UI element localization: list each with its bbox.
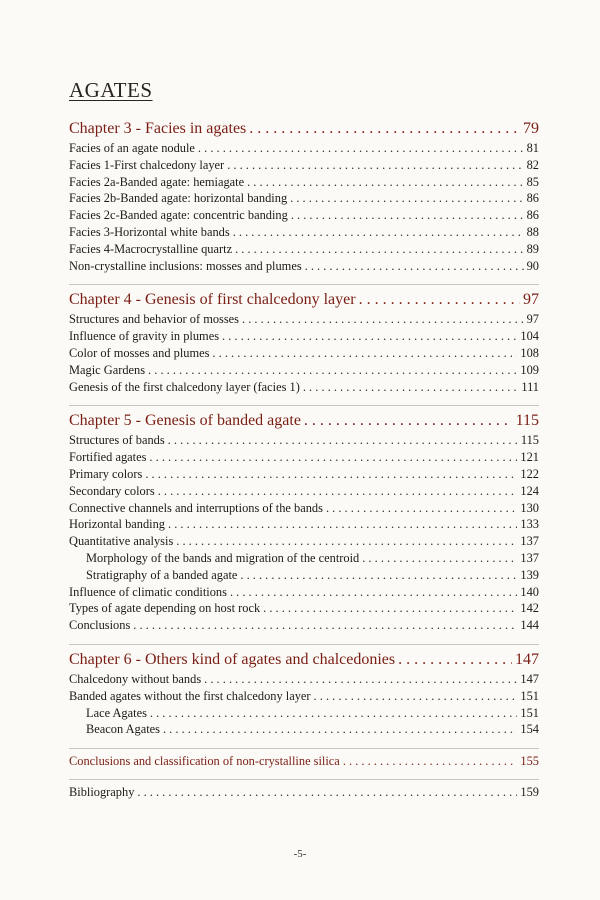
page-ref: 108 — [520, 345, 539, 360]
page-ref: 130 — [520, 500, 539, 515]
toc-entry — [69, 224, 539, 241]
toc-subentry — [69, 721, 539, 738]
dot-leader — [168, 516, 517, 533]
entry-label: Influence of gravity in plumes — [69, 329, 220, 344]
page-ref: 151 — [520, 705, 539, 720]
section-gap — [69, 395, 539, 405]
dot-leader — [242, 311, 524, 328]
page-ref: 115 — [515, 412, 539, 430]
section-gap — [69, 770, 539, 779]
entry-label: Facies 2a-Banded agate: hemiagate — [69, 174, 245, 189]
dot-leader — [303, 379, 518, 396]
page-ref: 81 — [526, 141, 539, 155]
page-ref: 115 — [520, 433, 539, 448]
page-number: -5- — [293, 848, 307, 860]
entry-label: Conclusions — [69, 618, 131, 633]
chapter-heading — [69, 289, 539, 311]
toc-entry — [69, 533, 539, 550]
toc-subentry — [69, 705, 539, 722]
toc-entry — [69, 449, 539, 466]
page-ref: 88 — [526, 224, 539, 239]
toc-entry — [69, 432, 539, 449]
entry-label: Chapter 6 - Others kind of agates and chalcedonies — [69, 650, 396, 668]
toc-entry — [69, 500, 539, 517]
dot-leader — [314, 688, 518, 705]
dot-leader — [398, 649, 512, 671]
toc-entry — [69, 157, 539, 174]
page-ref: 79 — [523, 120, 539, 137]
dot-leader — [149, 449, 517, 466]
entry-label: Facies 2c-Banded agate: concentric banding — [69, 208, 288, 223]
entry-label: Influence of climatic conditions — [69, 584, 227, 599]
page-ref: 133 — [520, 517, 539, 532]
entry-label: Fortified agates — [69, 450, 147, 465]
page-ref: 147 — [515, 650, 539, 668]
page-ref: 139 — [520, 567, 539, 582]
toc-entry — [69, 190, 539, 207]
entry-label: Secondary colors — [69, 483, 155, 498]
page-ref: 111 — [521, 379, 539, 394]
entry-label: Facies 4-Macrocrystalline quartz — [69, 241, 233, 256]
entry-label: Color of mosses and plumes — [69, 345, 210, 360]
dot-leader — [176, 533, 517, 550]
entry-label: Facies 3-Horizontal white bands — [69, 224, 230, 239]
section-divider — [69, 779, 539, 780]
entry-label: Primary colors — [69, 466, 143, 481]
toc-entry — [69, 671, 539, 688]
dot-leader — [291, 207, 524, 224]
dot-leader — [290, 190, 523, 207]
dot-leader — [233, 224, 524, 241]
section-gap — [69, 738, 539, 748]
page-ref: 122 — [520, 466, 539, 481]
entry-label: Chapter 5 - Genesis of banded agate — [69, 412, 301, 430]
page-ref: 159 — [520, 784, 539, 799]
entry-label: Non-crystalline inclusions: mosses and plumes — [69, 258, 302, 273]
page-ref: 86 — [526, 191, 539, 206]
dot-leader — [150, 705, 518, 722]
dot-leader — [263, 600, 517, 617]
page-title: AGATES — [69, 78, 153, 102]
toc-entry — [69, 258, 539, 275]
toc-entry — [69, 140, 539, 157]
entry-label: Beacon Agates — [86, 722, 160, 737]
page-ref: 82 — [526, 157, 539, 172]
dot-leader — [240, 567, 517, 584]
section-divider — [69, 748, 539, 749]
dot-leader — [163, 721, 517, 738]
dot-leader — [222, 328, 517, 345]
page-ref: 155 — [520, 754, 539, 769]
page-ref: 142 — [520, 601, 539, 616]
toc-subentry — [69, 567, 539, 584]
entry-label: Morphology of the bands and migration of the centroid — [86, 550, 360, 565]
page-ref: 89 — [526, 241, 539, 256]
toc-entry — [69, 379, 539, 396]
section-gap — [69, 274, 539, 284]
page-ref: 140 — [520, 584, 539, 599]
section-gap — [69, 634, 539, 644]
chapter-heading — [69, 118, 539, 140]
entry-label: Lace Agates — [86, 705, 147, 720]
page-ref: 147 — [520, 671, 539, 686]
toc-entry — [69, 688, 539, 705]
table-of-contents — [69, 118, 539, 801]
toc-entry — [69, 617, 539, 634]
dot-leader — [133, 617, 517, 634]
dot-leader — [305, 258, 524, 275]
toc-entry — [69, 328, 539, 345]
page-ref: 124 — [520, 483, 539, 498]
page-ref: 121 — [520, 450, 539, 465]
section-divider — [69, 644, 539, 645]
conclusions-entry — [69, 753, 539, 770]
toc-entry — [69, 466, 539, 483]
toc-entry — [69, 345, 539, 362]
entry-label: Bibliography — [69, 784, 135, 799]
dot-leader — [230, 584, 517, 601]
entry-label: Magic Gardens — [69, 362, 146, 377]
toc-entry — [69, 311, 539, 328]
dot-leader — [148, 362, 517, 379]
entry-label: Connective channels and interruptions of the bands — [69, 500, 323, 515]
entry-label: Conclusions and classification of non-crystalline silica — [69, 754, 340, 769]
entry-label: Chapter 3 - Facies in agates — [69, 120, 247, 137]
page-ref: 144 — [520, 618, 539, 633]
dot-leader — [168, 432, 518, 449]
entry-label: Chalcedony without bands — [69, 671, 202, 686]
dot-leader — [249, 118, 520, 140]
toc-subentry — [69, 550, 539, 567]
toc-entry — [69, 362, 539, 379]
entry-label: Genesis of the first chalcedony layer (facies 1) — [69, 379, 300, 394]
entry-label: Quantitative analysis — [69, 534, 174, 549]
dot-leader — [204, 671, 517, 688]
dot-leader — [359, 289, 520, 311]
dot-leader — [362, 550, 517, 567]
page-ref: 85 — [526, 174, 539, 189]
dot-leader — [227, 157, 523, 174]
toc-entry — [69, 207, 539, 224]
dot-leader — [158, 483, 518, 500]
dot-leader — [137, 784, 517, 801]
toc-entry — [69, 483, 539, 500]
dot-leader — [343, 753, 518, 770]
section-divider — [69, 405, 539, 406]
bibliography-entry — [69, 784, 539, 801]
toc-entry — [69, 600, 539, 617]
toc-entry — [69, 516, 539, 533]
entry-label: Facies 2b-Banded agate: horizontal banding — [69, 191, 288, 206]
dot-leader — [145, 466, 517, 483]
dot-leader — [326, 500, 517, 517]
entry-label: Types of agate depending on host rock — [69, 601, 261, 616]
entry-label: Horizontal banding — [69, 517, 166, 532]
page-ref: 86 — [526, 208, 539, 223]
page-ref: 137 — [520, 550, 539, 565]
toc-entry — [69, 174, 539, 191]
page-ref: 104 — [520, 329, 539, 344]
page-ref: 97 — [523, 291, 539, 309]
page-ref: 154 — [520, 722, 539, 737]
chapter-heading — [69, 649, 539, 671]
section-divider — [69, 284, 539, 285]
dot-leader — [304, 410, 513, 432]
entry-label: Structures of bands — [69, 433, 165, 448]
page-ref: 90 — [526, 258, 539, 273]
dot-leader — [212, 345, 517, 362]
page-ref: 97 — [526, 312, 539, 327]
toc-entry — [69, 584, 539, 601]
chapter-heading — [69, 410, 539, 432]
entry-label: Structures and behavior of mosses — [69, 312, 239, 327]
page-ref: 137 — [520, 534, 539, 549]
dot-leader — [235, 241, 524, 258]
entry-label: Facies 1-First chalcedony layer — [69, 157, 225, 172]
entry-label: Banded agates without the first chalcedony layer — [69, 688, 311, 703]
dot-leader — [247, 174, 524, 191]
entry-label: Facies of an agate nodule — [69, 141, 195, 155]
entry-label: Chapter 4 - Genesis of first chalcedony layer — [69, 291, 356, 309]
page-ref: 109 — [520, 362, 539, 377]
entry-label: Stratigraphy of a banded agate — [86, 567, 238, 582]
dot-leader — [198, 140, 524, 157]
page-ref: 151 — [520, 688, 539, 703]
toc-entry — [69, 241, 539, 258]
